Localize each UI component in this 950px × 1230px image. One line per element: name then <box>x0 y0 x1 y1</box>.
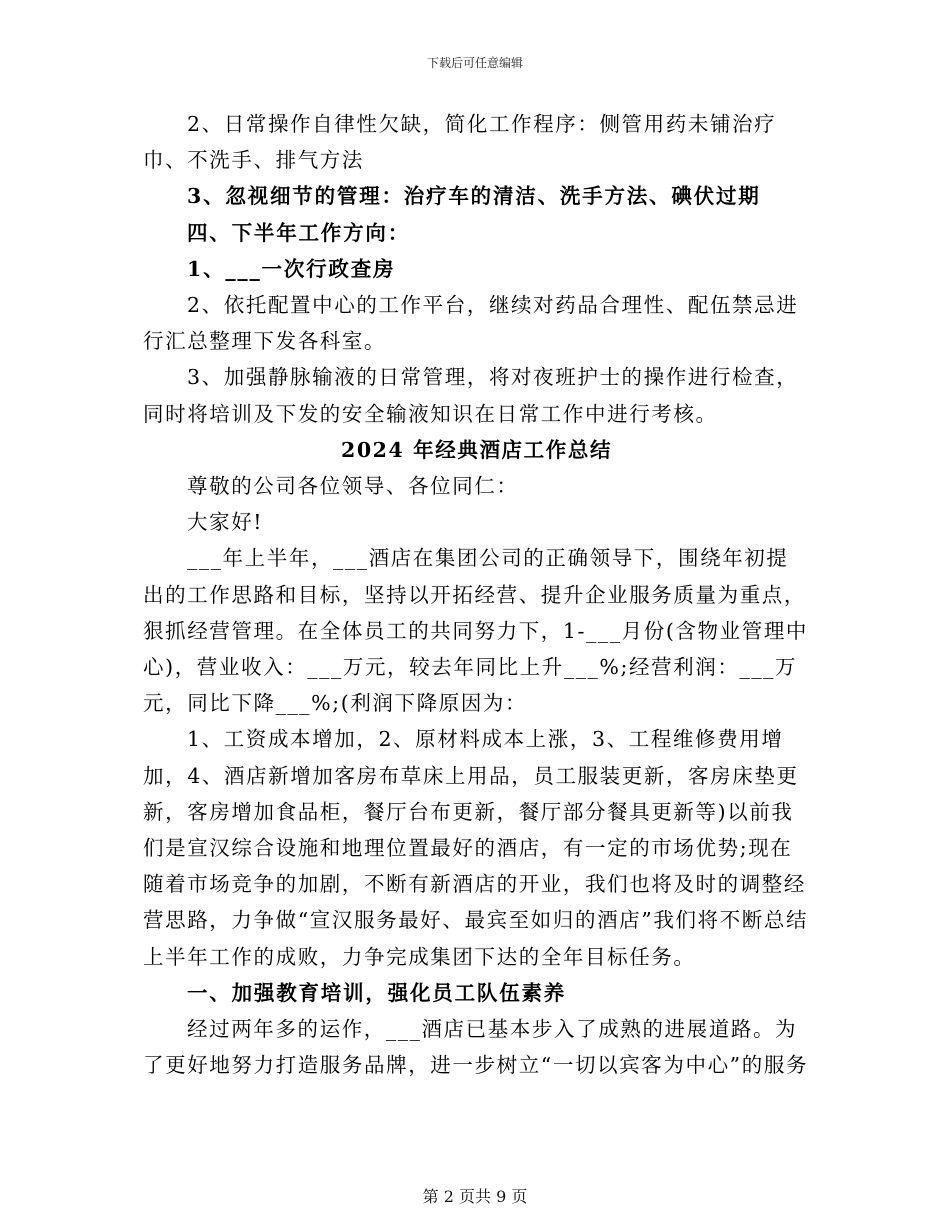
greeting: 大家好! <box>187 510 264 535</box>
document-title: 2024 年经典酒店工作总结 <box>340 437 613 462</box>
document-body <box>143 106 810 1083</box>
paragraph: 2、日常操作自律性欠缺，简化工作程序：侧管用药未铺治疗巾、不洗手、排气方法 <box>143 112 777 173</box>
paragraph: 1、工资成本增加，2、原材料成本上涨，3、工程维修费用增加，4、酒店新增加客房布草床上用品，员工服装更新，客房床垫更新，客房增加食品柜，餐厅台布更新，餐厅部分餐具更新等)以前我们是宣汉综合设施和地理位置最好的酒店，有一定的市场优势;现在随着市场竞争的加剧，不断有新酒店的开业，我们也将及时的调整经营思路，力争做“宣汉服务最好、最宾至如归的酒店”我们将不断总结上半年工作的成败，力争完成集团下达的全年目标任务。 <box>143 727 809 969</box>
paragraph: ___年上半年，___酒店在集团公司的正确领导下，围绕年初提出的工作思路和目标，坚持以开拓经营、提升企业服务质量为重点，狠抓经营管理。在全体员工的共同努力下，1-___月份(含物业管理中心)，营业收入：___万元，较去年同比上升___%;经营利润：___万元，同比下降___%;(利润下降原因为： <box>143 546 809 716</box>
paragraph: 经过两年多的运作，___酒店已基本步入了成熟的进展道路。为了更好地努力打造服务品牌，进一步树立“一切以宾客为中心”的服务 <box>143 1017 809 1078</box>
paragraph-bold: 3、忽视细节的管理：治疗车的清洁、洗手方法、碘伏过期 <box>187 184 761 209</box>
page-header: 下载后可任意编辑 <box>426 56 523 70</box>
salutation: 尊敬的公司各位领导、各位同仁： <box>187 474 519 499</box>
section-heading: 四、下半年工作方向： <box>187 220 410 245</box>
page-footer: 第 2 页共 9 页 <box>422 1187 528 1206</box>
paragraph-bold: 1、___一次行政查房 <box>187 256 396 281</box>
paragraph: 3、加强静脉输液的日常管理，将对夜班护士的操作进行检查，同时将培训及下发的安全输液知识在日常工作中进行考核。 <box>143 365 799 426</box>
paragraph: 2、依托配置中心的工作平台，继续对药品合理性、配伍禁忌进行汇总整理下发各科室。 <box>143 293 799 354</box>
section-heading: 一、加强教育培训，强化员工队伍素养 <box>187 980 567 1005</box>
